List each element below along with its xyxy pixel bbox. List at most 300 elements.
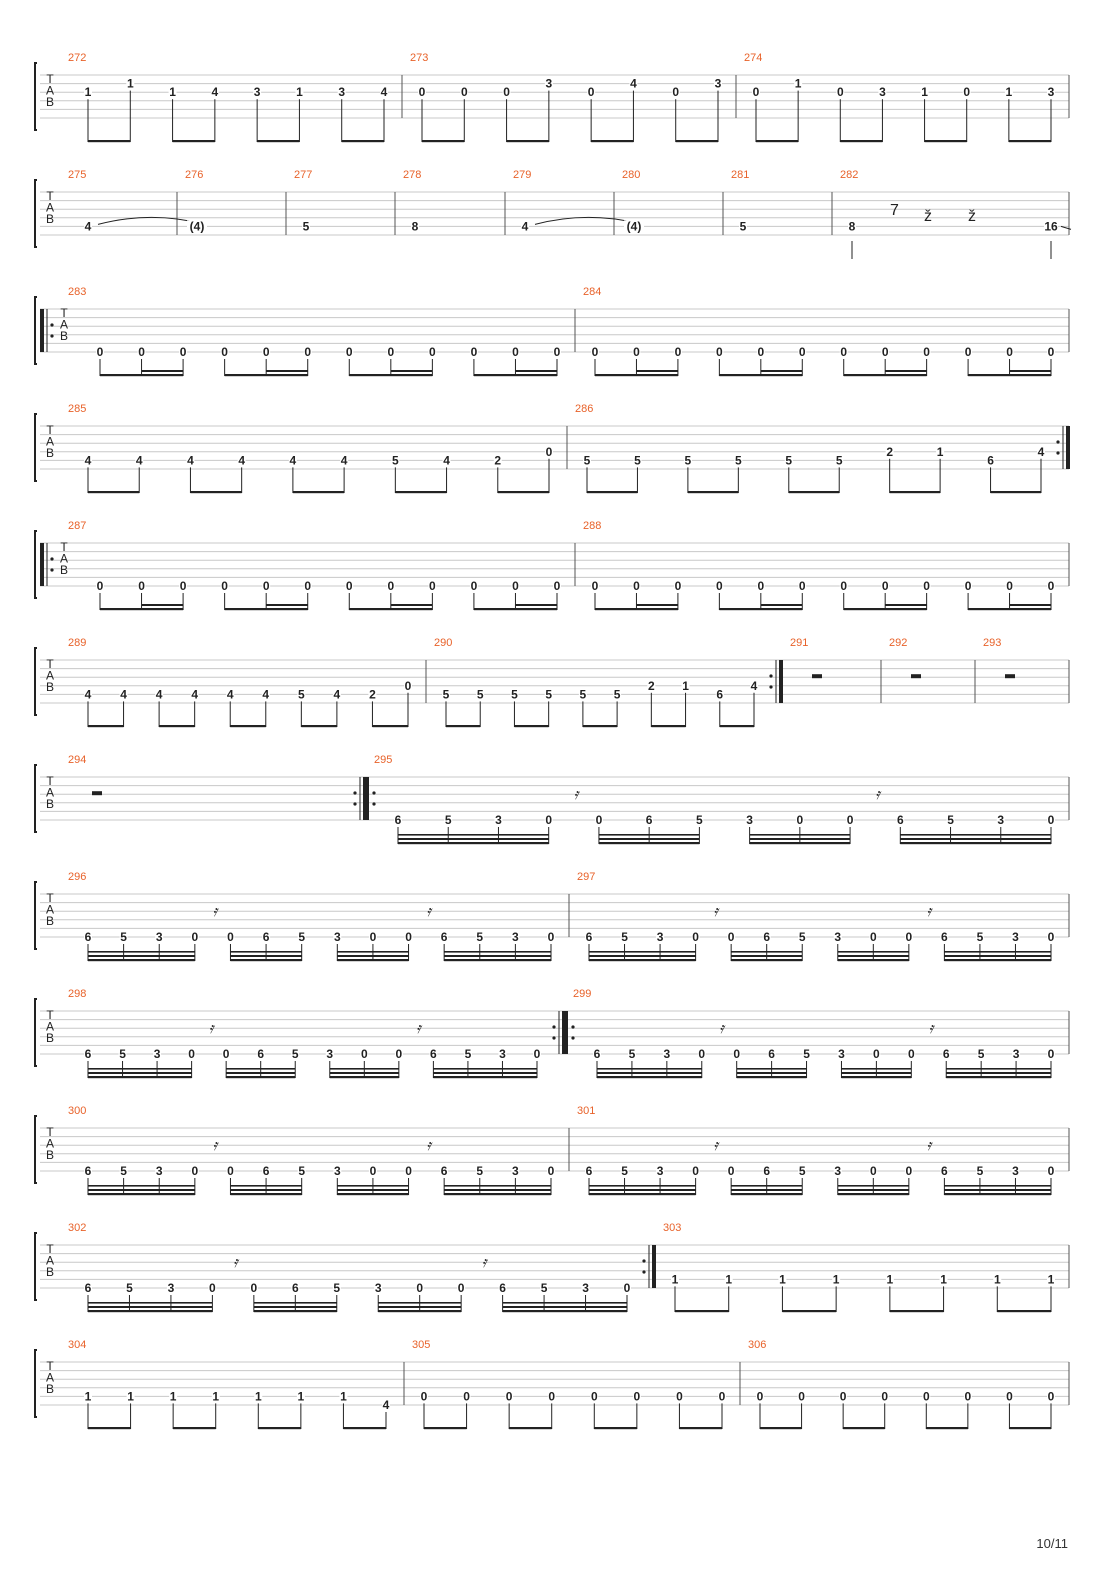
beam (676, 140, 718, 142)
beam (840, 140, 882, 142)
beam-tertiary (230, 951, 301, 953)
measure-number: 297 (577, 871, 596, 883)
beam-tertiary (254, 1302, 337, 1304)
tab-system (35, 403, 1070, 493)
fret-number: 0 (798, 579, 806, 593)
beam (890, 1310, 944, 1312)
beam (968, 374, 1051, 376)
fret-number: 3 (512, 1164, 519, 1178)
repeat-dot (372, 802, 375, 805)
beam (1009, 140, 1051, 142)
fret-number: 4 (382, 1398, 390, 1412)
sixteenth-rest: 𝄿 (875, 786, 880, 803)
fret-number: 6 (763, 1164, 771, 1178)
fret-number: 5 (634, 453, 641, 468)
beam (330, 1076, 399, 1078)
beam (589, 959, 696, 961)
beam-secondary (900, 838, 1051, 840)
fret-number: 5 (977, 1047, 985, 1061)
fret-number: 0 (1047, 579, 1055, 593)
tab-clef-letter: T (60, 306, 68, 320)
beam (503, 1310, 627, 1312)
tab-clef-letter: A (45, 668, 55, 683)
measure-number: 274 (744, 52, 763, 64)
beam-tertiary (597, 1068, 702, 1070)
repeat-dot (571, 1025, 574, 1028)
fret-number: 0 (757, 579, 765, 593)
fret-number: 0 (798, 345, 806, 359)
tab-clef-letter: B (45, 1265, 55, 1279)
fret-number: 0 (623, 1281, 631, 1295)
beam (258, 1427, 301, 1429)
beam (838, 959, 909, 961)
fret-number: 0 (964, 345, 972, 359)
tab-clef-letter: T (46, 1359, 54, 1373)
repeat-dot (642, 1259, 645, 1262)
tab-system (35, 1105, 1069, 1195)
beam (587, 491, 637, 493)
fret-number: 3 (333, 1164, 341, 1178)
tab-clef-letter: T (46, 72, 54, 86)
fret-number: 0 (304, 579, 312, 593)
fret-number: 4 (521, 219, 529, 234)
beam (719, 374, 802, 376)
measure-number: 277 (294, 169, 313, 181)
beam (342, 140, 384, 142)
beam (337, 1193, 408, 1195)
fret-number: 4 (1037, 444, 1045, 459)
fret-number: 1 (993, 1272, 1001, 1287)
fret-number: 1 (671, 1272, 679, 1287)
fret-number: 3 (338, 85, 346, 100)
fret-number: 0 (505, 1389, 513, 1404)
beam-secondary (226, 1072, 295, 1074)
measure-number: 295 (374, 754, 393, 766)
fret-number: 5 (976, 1164, 984, 1178)
fret-number: 0 (545, 444, 553, 459)
measure-number: 291 (790, 637, 809, 649)
fret-number: 6 (440, 930, 448, 944)
fret-number: 0 (1047, 1389, 1055, 1404)
fret-number: 4 (380, 85, 388, 100)
sixteenth-rest: 𝄿 (481, 1254, 487, 1271)
beam (737, 1076, 807, 1078)
fret-number: 0 (698, 1047, 706, 1061)
measure-number: 283 (68, 286, 87, 298)
beam (509, 1427, 552, 1429)
beam (88, 1193, 195, 1195)
beam-secondary (230, 955, 301, 957)
fret-number: 0 (533, 1047, 541, 1061)
beam (225, 374, 308, 376)
repeat-start-bar (40, 543, 44, 586)
beam (337, 959, 408, 961)
beam-secondary (444, 955, 551, 957)
fret-number: 0 (869, 930, 877, 944)
fret-number: 0 (250, 1281, 258, 1295)
measure-number: 278 (403, 169, 422, 181)
beam-secondary (433, 1072, 537, 1074)
fret-number: 0 (262, 345, 270, 359)
beam (841, 1076, 911, 1078)
fret-number: 1 (297, 1389, 305, 1404)
repeat-end-bar (1066, 426, 1070, 469)
fret-number: 5 (540, 1281, 548, 1295)
beam-secondary (885, 604, 926, 606)
fret-number: 0 (733, 1047, 741, 1061)
tab-clef-letter: B (59, 329, 69, 343)
fret-number: 0 (964, 1389, 972, 1404)
fret-number: 0 (839, 1389, 847, 1404)
beam (395, 491, 446, 493)
beam (589, 1193, 696, 1195)
repeat-end-bar (779, 660, 783, 703)
fret-number: 5 (302, 219, 310, 234)
beam-secondary (88, 955, 195, 957)
beam-tertiary (444, 1185, 551, 1187)
fret-number: 3 (582, 1281, 589, 1295)
fret-number: 5 (297, 687, 305, 702)
fret-number: 1 (832, 1272, 840, 1287)
fret-number: 0 (395, 1047, 403, 1061)
fret-number: 1 (84, 85, 92, 100)
system-bracket (35, 1116, 37, 1183)
fret-number: 0 (727, 1164, 735, 1178)
fret-number: 0 (922, 1389, 930, 1404)
beam-tertiary (398, 834, 549, 836)
fret-number: 0 (587, 85, 595, 100)
beam (424, 1427, 467, 1429)
fret-number: 3 (834, 930, 842, 944)
beam (159, 725, 195, 727)
beam (88, 1076, 192, 1078)
fret-number: 5 (803, 1047, 810, 1061)
beam (474, 608, 557, 610)
beam (446, 725, 480, 727)
fret-number: 5 (621, 930, 628, 944)
fret-number: 0 (405, 1164, 412, 1178)
measure-number: 272 (68, 52, 87, 64)
fret-number: 1 (725, 1272, 733, 1287)
measure-number: 285 (68, 403, 87, 415)
fret-number: 0 (1047, 813, 1055, 827)
beam (844, 608, 927, 610)
beam (583, 725, 617, 727)
fret-number: 2 (647, 678, 655, 693)
fret-number: 6 (941, 930, 948, 944)
beam (760, 1427, 802, 1429)
measure-number: 286 (575, 403, 594, 415)
fret-number: 0 (1006, 1389, 1013, 1404)
fret-number: 6 (585, 1164, 593, 1178)
fret-number: 2 (886, 444, 894, 459)
fret-number: 3 (656, 1164, 664, 1178)
sixteenth-rest: 𝄿 (208, 1020, 214, 1037)
repeat-dot (50, 568, 53, 571)
beam (230, 725, 266, 727)
beam-tertiary (944, 951, 1051, 953)
system-bracket (35, 63, 37, 130)
beam-secondary (761, 604, 802, 606)
fret-number: 0 (429, 345, 436, 359)
fret-number: 0 (840, 579, 848, 593)
beam (597, 1076, 702, 1078)
fret-number: 1 (169, 1389, 177, 1404)
fret-number: 6 (430, 1047, 437, 1061)
beam (422, 140, 464, 142)
beam (782, 1310, 836, 1312)
beam-tertiary (841, 1068, 911, 1070)
fret-number: 3 (326, 1047, 334, 1061)
beam-secondary (515, 604, 557, 606)
beam (514, 725, 548, 727)
measure-number: 280 (622, 169, 641, 181)
fret-number: 0 (1006, 345, 1013, 359)
beam (378, 1310, 461, 1312)
fret-number: 0 (963, 85, 971, 100)
fret-number: 0 (591, 579, 599, 593)
fret-number: 0 (547, 930, 555, 944)
measure-number: 281 (731, 169, 750, 181)
fret-number: 0 (1047, 345, 1055, 359)
beam-secondary (230, 1189, 301, 1191)
fret-number: 3 (879, 85, 886, 100)
fret-number: 0 (553, 579, 561, 593)
fret-number: 6 (941, 1164, 948, 1178)
fret-number: 0 (221, 579, 228, 593)
beam-tertiary (230, 1185, 301, 1187)
fret-number: 0 (470, 579, 478, 593)
beam (594, 1427, 637, 1429)
fret-number: 0 (191, 930, 199, 944)
fret-number: 0 (503, 85, 510, 100)
tab-system (35, 1339, 1069, 1429)
whole-rest (1005, 674, 1015, 678)
fret-number: 1 (921, 85, 928, 100)
fret-number: 0 (96, 345, 104, 359)
fret-number: 1 (682, 678, 689, 693)
fret-number: 3 (663, 1047, 671, 1061)
whole-rest (911, 674, 921, 678)
beam-tertiary (944, 1185, 1051, 1187)
fret-number: 3 (374, 1281, 382, 1295)
fret-number: 4 (443, 453, 450, 468)
fret-number: 0 (222, 1047, 230, 1061)
beam (843, 1427, 885, 1429)
beam-secondary (378, 1306, 461, 1308)
tab-clef-letter: B (45, 680, 55, 694)
beam (731, 959, 802, 961)
fret-number: 0 (360, 1047, 368, 1061)
tab-clef-letter: B (45, 95, 55, 109)
beam (230, 1193, 301, 1195)
beam-secondary (750, 838, 850, 840)
beam-secondary (398, 838, 549, 840)
beam (507, 140, 549, 142)
page-number: 10/11 (1036, 1536, 1068, 1551)
beam-secondary (515, 370, 557, 372)
fret-number: 6 (262, 1164, 270, 1178)
beam-secondary (337, 1189, 408, 1191)
fret-number: 4 (238, 453, 246, 468)
fret-number: 4 (262, 687, 270, 702)
tab-system (35, 520, 1069, 610)
fret-number: 5 (739, 219, 747, 234)
fret-number: 5 (696, 813, 703, 827)
fret-number: 6 (763, 930, 771, 944)
beam-secondary (142, 370, 184, 372)
beam-tertiary (838, 951, 909, 953)
fret-number: 6 (440, 1164, 448, 1178)
system-bracket (35, 999, 37, 1066)
beam-secondary (838, 955, 909, 957)
fret-number: 6 (593, 1047, 601, 1061)
fret-number: 3 (714, 76, 722, 91)
fret-number: 0 (460, 85, 468, 100)
tab-clef-letter: A (45, 1253, 55, 1268)
repeat-start-bar (40, 309, 44, 352)
measure-number: 288 (583, 520, 602, 532)
beam-secondary (944, 1189, 1051, 1191)
fret-number: 1 (886, 1272, 894, 1287)
measure-number: 305 (412, 1339, 431, 1351)
whole-rest (92, 791, 102, 795)
fret-number: 0 (757, 345, 765, 359)
beam (349, 374, 432, 376)
beam-tertiary (900, 834, 1051, 836)
fret-number: 3 (997, 813, 1005, 827)
fret-number: 0 (345, 579, 353, 593)
tab-clef-letter: T (60, 540, 68, 554)
fret-number: 5 (291, 1047, 299, 1061)
fret-number: 0 (345, 345, 353, 359)
fret-number: 1 (212, 1389, 220, 1404)
quarter-rest: ž (924, 208, 932, 225)
measure-number: 301 (577, 1105, 596, 1117)
beam-tertiary (731, 1185, 802, 1187)
fret-number: 6 (716, 687, 724, 702)
beam-tertiary (88, 1302, 212, 1304)
fret-number: 5 (391, 453, 399, 468)
beam (343, 1427, 386, 1429)
beam-secondary (761, 370, 802, 372)
fret-number: 0 (545, 813, 553, 827)
fret-number: 5 (119, 1047, 126, 1061)
beam (257, 140, 299, 142)
system-bracket (35, 297, 37, 364)
repeat-dot (571, 1036, 574, 1039)
beam (433, 1076, 537, 1078)
fret-number: 5 (684, 453, 692, 468)
beam-tertiary (589, 951, 696, 953)
tab-clef-letter: T (46, 189, 54, 203)
beam-tertiary (946, 1068, 1051, 1070)
fret-number: 3 (1012, 930, 1019, 944)
beam-secondary (266, 370, 308, 372)
beam-secondary (597, 1072, 702, 1074)
fret-number: 4 (84, 687, 92, 702)
beam (398, 842, 549, 844)
tab-clef-letter: A (45, 902, 55, 917)
quarter-rest: ž (968, 208, 976, 225)
fret-number: 5 (333, 1281, 341, 1295)
fret-number: 5 (785, 453, 793, 468)
fret-number: 0 (1047, 930, 1055, 944)
tab-clef-letter: B (45, 446, 55, 460)
fret-number: 0 (548, 1389, 556, 1404)
fret-number: 0 (405, 930, 412, 944)
fret-number: 3 (167, 1281, 175, 1295)
fret-number: 0 (881, 579, 889, 593)
tab-clef-letter: T (46, 1125, 54, 1139)
beam-tertiary (337, 1185, 408, 1187)
fret-number: 0 (227, 1164, 234, 1178)
tab-clef-letter: A (45, 434, 55, 449)
beam (444, 959, 551, 961)
fret-number: 0 (179, 579, 187, 593)
fret-number: 1 (1005, 85, 1013, 100)
whole-rest (812, 674, 822, 678)
fret-number: 0 (676, 1389, 683, 1404)
fret-number: 6 (499, 1281, 506, 1295)
repeat-dot (552, 1025, 555, 1028)
tab-clef-letter: A (45, 785, 55, 800)
tab-clef-letter: A (59, 551, 69, 566)
tab-clef-letter: T (46, 1242, 54, 1256)
fret-number: 5 (798, 1164, 806, 1178)
sixteenth-rest: 𝄿 (212, 1137, 218, 1154)
beam (88, 140, 130, 142)
fret-number: 6 (84, 1164, 92, 1178)
fret-number: 3 (253, 85, 261, 100)
fret-number: 4 (191, 687, 199, 702)
sixteenth-rest: 𝄿 (713, 903, 718, 920)
beam-tertiary (737, 1068, 807, 1070)
fret-number: 0 (387, 579, 395, 593)
beam (900, 842, 1051, 844)
fret-number: 0 (416, 1281, 424, 1295)
fret-number: 0 (674, 345, 682, 359)
beam (997, 1310, 1051, 1312)
beam-tertiary (330, 1068, 399, 1070)
repeat-dot (50, 334, 53, 337)
measure-number: 293 (983, 637, 1002, 649)
beam (731, 1193, 802, 1195)
tab-clef-letter: A (59, 317, 69, 332)
fret-number: 3 (1012, 1164, 1019, 1178)
fret-number: 0 (138, 345, 145, 359)
repeat-dot (50, 323, 53, 326)
measure-number: 298 (68, 988, 87, 1000)
beam (225, 608, 308, 610)
beam (100, 608, 183, 610)
fret-number: 3 (1012, 1047, 1020, 1061)
fret-number: 0 (881, 1389, 889, 1404)
fret-number: 0 (512, 579, 519, 593)
fret-number: 0 (304, 345, 312, 359)
tab-clef-letter: B (59, 563, 69, 577)
fret-number: 2 (369, 687, 376, 702)
fret-number: 5 (120, 1164, 127, 1178)
fret-number: 0 (964, 579, 972, 593)
tab-clef-letter: A (45, 1370, 55, 1385)
beam (349, 608, 432, 610)
measure-number: 292 (889, 637, 908, 649)
beam (838, 1193, 909, 1195)
sixteenth-rest: 𝄿 (926, 1137, 932, 1154)
fret-number: 5 (583, 453, 591, 468)
beam (789, 491, 839, 493)
